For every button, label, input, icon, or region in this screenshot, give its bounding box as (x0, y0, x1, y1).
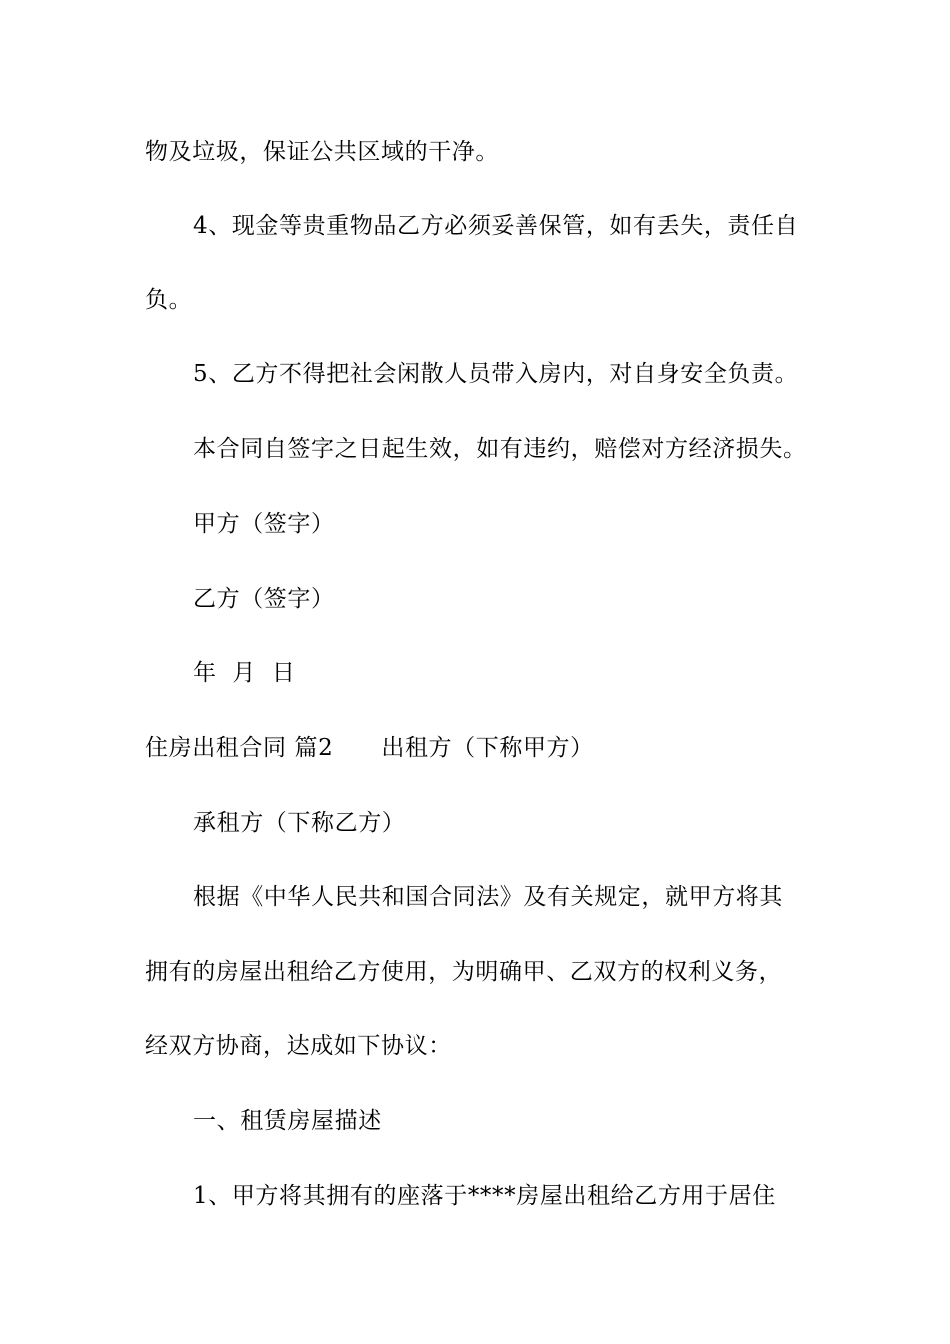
text-line: 经双方协商，达成如下协议： (145, 1033, 452, 1059)
signature-line-party-a: 甲方（签字） (193, 511, 335, 537)
section-heading (145, 733, 594, 763)
text-line: 4、现金等贵重物品乙方必须妥善保管，如有丢失，责任自 (193, 213, 799, 239)
lessee-label: 承租方（下称乙方） (193, 810, 406, 836)
text-line: 本合同自签字之日起生效，如有违约，赔偿对方经济损失。 (193, 436, 807, 462)
contract-title: 住房出租合同 篇2 (145, 735, 334, 761)
clause-heading: 一、租赁房屋描述 (193, 1108, 382, 1134)
text-line: 5、乙方不得把社会闲散人员带入房内，对自身安全负责。 (193, 361, 799, 387)
text-line: 拥有的房屋出租给乙方使用，为明确甲、乙双方的权利义务， (145, 959, 783, 985)
date-line: 年 月 日 (193, 660, 296, 686)
text-line: 1、甲方将其拥有的座落于****房屋出租给乙方用于居住 (193, 1183, 776, 1209)
lessor-label: 出租方（下称甲方） (381, 735, 594, 761)
text-line: 物及垃圾，保证公共区域的干净。 (145, 139, 499, 165)
signature-line-party-b: 乙方（签字） (193, 586, 335, 612)
text-line: 负。 (145, 287, 193, 313)
text-line: 根据《中华人民共和国合同法》及有关规定，就甲方将其 (193, 884, 783, 910)
